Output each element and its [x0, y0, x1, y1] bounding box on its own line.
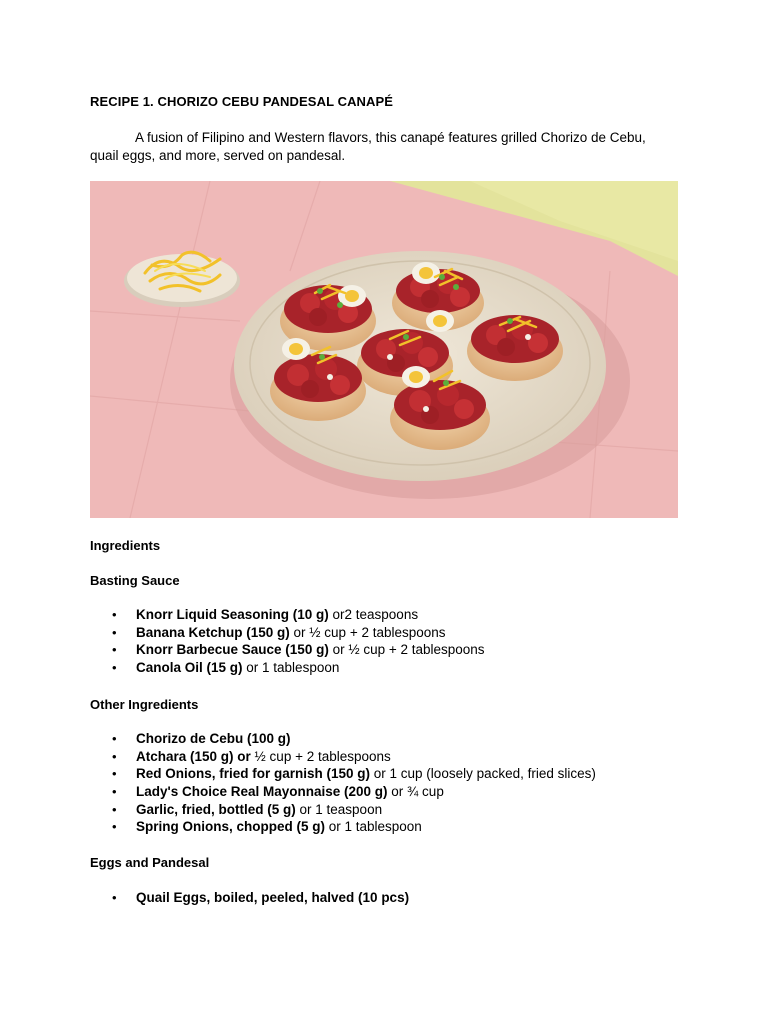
eggs-pandesal-heading: Eggs and Pandesal — [90, 855, 210, 870]
basting-sauce-list — [90, 606, 485, 677]
recipe-intro: A fusion of Filipino and Western flavors, this canapé features grilled Chorizo de Cebu, quail eggs, and more, served on pandesal. — [90, 130, 646, 163]
ingredients-heading: Ingredients — [90, 538, 161, 553]
recipe-title: RECIPE 1. CHORIZO CEBU PANDESAL CANAPÉ — [90, 94, 394, 109]
list-item: • Garlic, fried, bottled (5 g) or 1 teaspoon — [90, 801, 596, 819]
list-item: • Lady's Choice Real Mayonnaise (200 g) or ¾ cup — [90, 783, 596, 801]
list-item: • Banana Ketchup (150 g) or ½ cup + 2 tablespoons — [90, 624, 485, 642]
canape-photo — [90, 181, 678, 518]
basting-sauce-heading: Basting Sauce — [90, 573, 180, 588]
list-item: • Quail Eggs, boiled, peeled, halved (10 pcs) — [90, 889, 409, 907]
canape-4 — [467, 315, 563, 381]
list-item: • Red Onions, fried for garnish (150 g) or 1 cup (loosely packed, fried slices) — [90, 765, 596, 783]
atchara-dish — [127, 254, 237, 302]
list-item: • Chorizo de Cebu (100 g) — [90, 730, 596, 748]
list-item: • Atchara (150 g) or ½ cup + 2 tablespoons — [90, 748, 596, 766]
other-ingredients-list — [90, 730, 596, 836]
list-item: • Spring Onions, chopped (5 g) or 1 tablespoon — [90, 818, 596, 836]
list-item: • Canola Oil (15 g) or 1 tablespoon — [90, 659, 485, 677]
eggs-pandesal-list — [90, 889, 409, 907]
other-ingredients-heading: Other Ingredients — [90, 697, 199, 712]
list-item: • Knorr Barbecue Sauce (150 g) or ½ cup + 2 tablespoons — [90, 641, 485, 659]
list-item: • Knorr Liquid Seasoning (10 g) or2 teaspoons — [90, 606, 485, 624]
